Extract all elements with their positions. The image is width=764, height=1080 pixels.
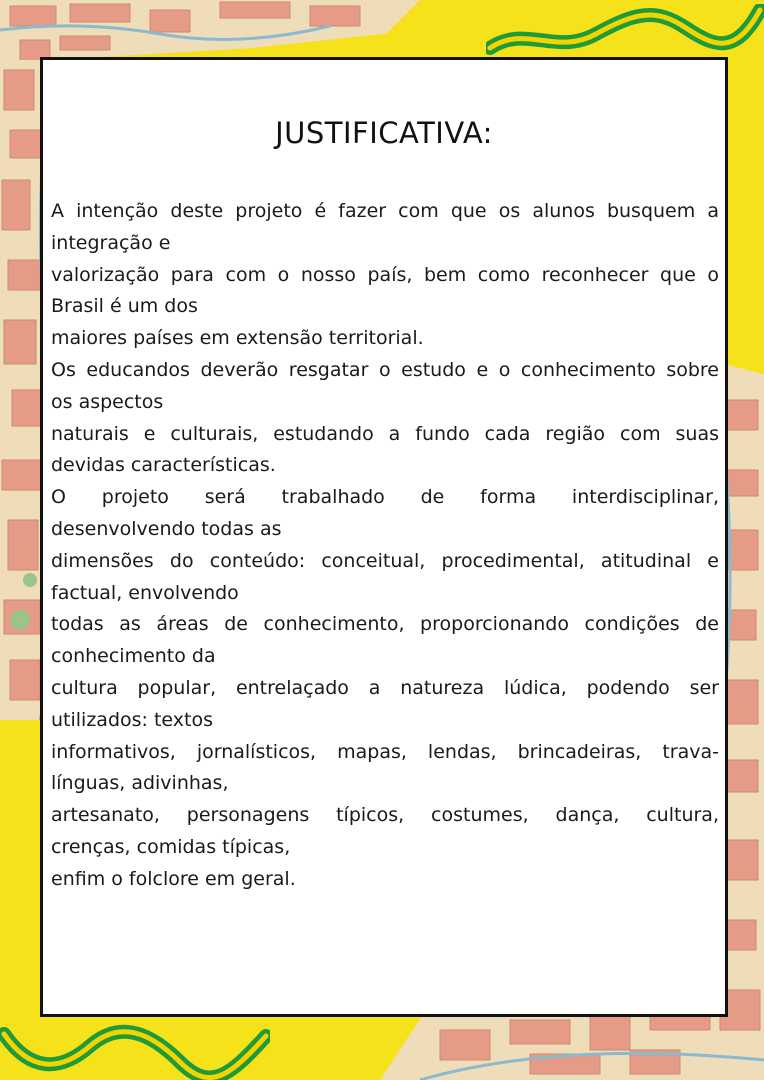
text-line: A intenção deste projeto é fazer com que os alunos busquem a <box>51 200 719 222</box>
text-line: devidas características. <box>51 454 276 477</box>
content-card <box>40 57 728 1017</box>
text-line: naturais e culturais, estudando a fundo cada região com suas <box>51 422 719 445</box>
page-title: JUSTIFICATIVA: <box>275 116 493 150</box>
text-line: dimensões do conteúdo: conceitual, procedimental, atitudinal e <box>51 549 719 572</box>
text-line: utilizados: textos <box>51 708 213 731</box>
brazil-flag-ribbon-icon <box>0 1022 270 1080</box>
text-line: factual, envolvendo <box>51 581 239 604</box>
text-line: todas as áreas de conhecimento, proporcionando condições de <box>51 613 719 636</box>
text-line: crenças, comidas típicas, <box>51 835 291 858</box>
brazil-flag-ribbon-icon <box>486 4 764 60</box>
text-line: desenvolvendo todas as <box>51 517 282 540</box>
text-line: Os educandos deverão resgatar o estudo e o conhecimento sobre <box>51 358 719 381</box>
text-line: cultura popular, entrelaçado a natureza lúdica, podendo ser <box>51 676 719 699</box>
text-line: línguas, adivinhas, <box>51 772 229 795</box>
text-line: maiores países em extensão territorial. <box>51 327 424 350</box>
text-line: os aspectos <box>51 390 164 413</box>
text-line: integração e <box>51 231 171 254</box>
text-line: conhecimento da <box>51 645 216 668</box>
text-line: informativos, jornalísticos, mapas, lendas, brincadeiras, trava- <box>51 740 719 763</box>
justification-paragraph <box>51 196 719 896</box>
text-line: O projeto será trabalhado de forma interdisciplinar, <box>51 486 719 509</box>
text-line: Brasil é um dos <box>51 295 198 318</box>
text-line: artesanato, personagens típicos, costumes, dança, cultura, <box>51 804 719 827</box>
text-line: valorização para com o nosso país, bem como reconhecer que o <box>51 263 719 286</box>
text-line: enfim o folclore em geral. <box>51 867 296 890</box>
